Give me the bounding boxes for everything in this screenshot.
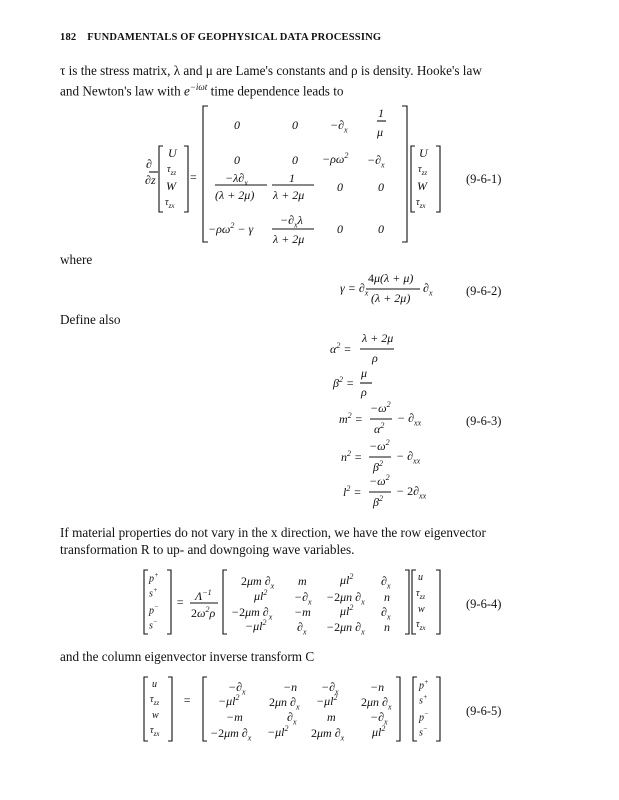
r-2-1: $\mu l^2$ — [254, 588, 268, 603]
m-2-3: $-\rho\omega^2$ — [322, 151, 349, 166]
v4-lambda-inv: $\Lambda^{-1}$ — [195, 588, 212, 603]
page-number: 182 — [60, 32, 77, 43]
running-title: FUNDAMENTALS OF GEOPHYSICAL DATA PROCESSING — [87, 32, 382, 43]
beta-den: ρ — [361, 385, 367, 399]
c-3-4: $-\partial_x$ — [370, 710, 388, 727]
v4-s-plus: s+ — [149, 586, 158, 600]
c-3-1: −m — [226, 710, 243, 724]
n-num: $-\omega^2$ — [369, 438, 390, 453]
beta-num: μ — [361, 366, 368, 380]
c-4-4: $\mu l^2$ — [372, 724, 386, 739]
c-2-4: 2μn $\partial_x$ — [361, 695, 392, 712]
equals-sign: = — [190, 170, 197, 184]
c-1-1: $-\partial_x$ — [228, 680, 246, 697]
c-1-3: $-\partial_x$ — [321, 680, 339, 697]
eq-number-9-6-3: (9-6-3) — [466, 414, 502, 428]
m-2-2: 0 — [292, 153, 298, 167]
c-4-1: −2μm $\partial_x$ — [210, 726, 252, 743]
l-sq: $l^2$ = — [343, 484, 362, 499]
c-2-1: $-\mu l^2$ — [218, 693, 240, 708]
paragraph-1-line-2: and Newton's law with $e^{-i\omega t}$ time dependence leads to — [60, 82, 344, 99]
rvec-tau-zz: $\tau_{zz}$ — [418, 164, 428, 177]
m-4-1: $-\rho\omega^2 - \gamma$ — [208, 221, 254, 236]
n-dxx: − $\partial_{xx}$ — [396, 449, 421, 466]
v4-equals: = — [176, 595, 185, 609]
m-2-1: 0 — [234, 153, 240, 167]
r-2-3: −2μn $\partial_x$ — [326, 590, 365, 607]
c-2-2: 2μn $\partial_x$ — [269, 695, 300, 712]
m-1-4-num: 1 — [378, 106, 384, 120]
vec-U: U — [168, 146, 177, 160]
l-dxx: − $2\partial_{xx}$ — [396, 484, 427, 501]
vec-W: W — [166, 179, 176, 193]
rv5-s-minus: s− — [419, 725, 428, 739]
paragraph-1-line-1: τ is the stress matrix, λ and μ are Lame's constants and ρ is density. Hooke's law — [60, 63, 482, 78]
r-2-4: n — [384, 590, 390, 604]
paragraph-3: and the column eigenvector inverse transform C — [60, 649, 315, 664]
rv5-s-plus: s+ — [419, 693, 428, 707]
v5-w: w — [152, 710, 159, 721]
partial-symbol: ∂ — [146, 157, 152, 171]
v5-tau-zx: $\tau_{zx}$ — [150, 725, 160, 738]
v4-p-plus: p+ — [149, 571, 159, 585]
c-4-3: 2μm $\partial_x$ — [311, 726, 345, 743]
rv5-p-minus: p− — [419, 710, 429, 724]
c-1-4: −n — [370, 680, 385, 694]
m-2-4: $-\partial_x$ — [367, 153, 385, 170]
c-4-2: $-\mu l^2$ — [267, 724, 289, 739]
v5-tau-zz: $\tau_{zz}$ — [150, 694, 160, 707]
v4-denominator: $2\omega^2\rho$ — [191, 605, 216, 620]
eq-number-9-6-2: (9-6-2) — [466, 284, 502, 298]
c-3-3: m — [327, 710, 336, 724]
rvec-U: U — [419, 146, 428, 160]
rv4-tau-zx: $\tau_{zx}$ — [416, 619, 426, 632]
alpha-sq: $\alpha^2$ = — [330, 341, 352, 356]
m-3-4: 0 — [378, 180, 384, 194]
c-3-2: $\partial_x$ — [287, 710, 297, 727]
gamma-lhs: $\gamma = \partial_x$ — [340, 281, 369, 298]
r-4-4: n — [384, 620, 390, 634]
r-1-4: $\partial_x$ — [381, 574, 391, 591]
m-1-3: $-\partial_x$ — [330, 118, 348, 135]
m-4-3: 0 — [337, 222, 343, 236]
rvec-W: W — [417, 179, 427, 193]
paragraph-2-line-1: If material properties do not vary in the x direction, we have the row eigenvector — [60, 525, 486, 540]
word-where: where — [60, 252, 93, 267]
vec-tau-zz: $\tau_{zz}$ — [167, 164, 177, 177]
gamma-num: 4μ(λ + μ) — [368, 271, 414, 285]
gamma-den: (λ + 2μ) — [371, 291, 411, 305]
eq-number-9-6-1: (9-6-1) — [466, 172, 502, 186]
r-4-2: $\partial_x$ — [297, 620, 307, 637]
r-3-4: $\partial_x$ — [381, 605, 391, 622]
rv4-u: u — [418, 572, 423, 583]
r-2-2: $-\partial_x$ — [294, 590, 312, 607]
paragraph-2-line-2: transformation R to up- and downgoing wave variables. — [60, 542, 355, 557]
eq-number-9-6-4: (9-6-4) — [466, 597, 502, 611]
l-den: $\beta^2$ — [373, 494, 383, 509]
eq-number-9-6-5: (9-6-5) — [466, 704, 502, 718]
m-1-4-den: μ — [377, 125, 384, 139]
r-3-2: −m — [294, 605, 311, 619]
m-den: $\alpha^2$ — [374, 421, 385, 436]
m-1-1: 0 — [234, 118, 240, 132]
rvec-tau-zx: $\tau_{zx}$ — [416, 197, 426, 210]
rv4-tau-zz: $\tau_{zz}$ — [416, 588, 426, 601]
m-1-2: 0 — [292, 118, 298, 132]
rv4-w: w — [418, 604, 425, 615]
v5-u: u — [152, 679, 157, 690]
v4-p-minus: p− — [149, 603, 159, 617]
m-dxx: − $\partial_{xx}$ — [397, 411, 422, 428]
v4-s-minus: s− — [149, 618, 158, 632]
m-3-1-num: $-\lambda\partial_x$ — [225, 171, 248, 188]
r-3-1: −2μm $\partial_x$ — [231, 605, 273, 622]
m-4-2-den: λ + 2μ — [273, 232, 305, 246]
m-3-1-den: (λ + 2μ) — [215, 188, 255, 202]
v5-equals: = — [183, 693, 192, 707]
alpha-num: λ + 2μ — [362, 331, 394, 345]
alpha-den: ρ — [372, 351, 378, 365]
r-4-3: −2μn $\partial_x$ — [326, 620, 365, 637]
vec-tau-zx: $\tau_{zx}$ — [165, 197, 175, 210]
rv5-p-plus: p+ — [419, 678, 429, 692]
m-num: $-\omega^2$ — [370, 400, 391, 415]
r-1-3: $\mu l^2$ — [340, 572, 354, 587]
r-4-1: $-\mu l^2$ — [245, 618, 267, 633]
n-sq: $n^2$ = — [341, 449, 363, 464]
l-num: $-\omega^2$ — [369, 473, 390, 488]
m-3-2-den: λ + 2μ — [273, 188, 305, 202]
define-also: Define also — [60, 312, 121, 327]
r-1-1: 2μm $\partial_x$ — [241, 574, 275, 591]
m-3-3: 0 — [337, 180, 343, 194]
n-den: $\beta^2$ — [373, 459, 383, 474]
partial-z: ∂z — [145, 173, 156, 187]
m-4-2-num: $-\partial_x\lambda$ — [280, 213, 303, 230]
m-3-2-num: 1 — [289, 171, 295, 185]
r-1-2: m — [298, 574, 307, 588]
r-3-3: $\mu l^2$ — [340, 603, 354, 618]
c-2-3: $-\mu l^2$ — [316, 693, 338, 708]
gamma-dx: $\partial_x$ — [423, 281, 433, 298]
beta-sq: $\beta^2$ = — [333, 375, 355, 390]
m-sq: $m^2$ = — [339, 411, 363, 426]
m-4-4: 0 — [378, 222, 384, 236]
c-1-2: −n — [283, 680, 298, 694]
